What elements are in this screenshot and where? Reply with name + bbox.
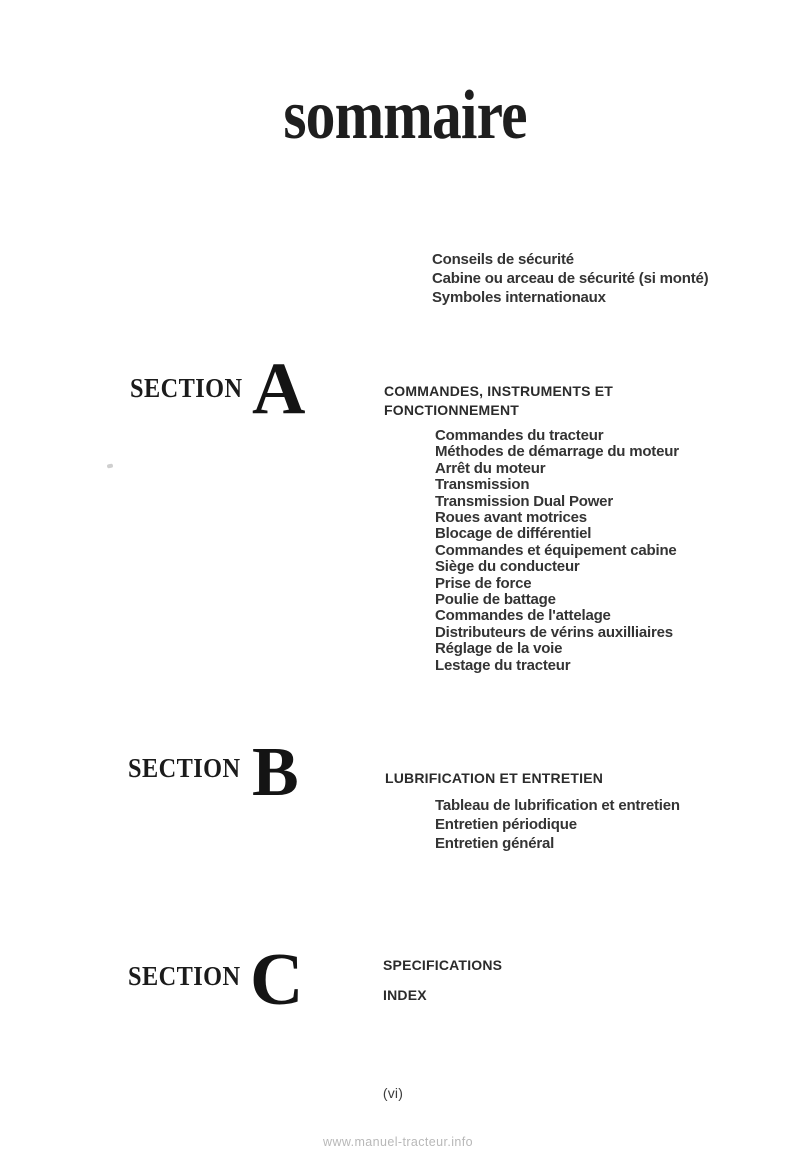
section-b-label: SECTION — [128, 753, 241, 783]
toc-item: Cabine ou arceau de sécurité (si monté) — [432, 270, 709, 287]
toc-item: Poulie de battage — [435, 591, 556, 609]
section-c-heading-specifications: SPECIFICATIONS — [383, 957, 503, 973]
section-a-heading-line2: FONCTIONNEMENT — [384, 401, 520, 418]
page-number: (vi) — [382, 1085, 404, 1101]
toc-item: Conseils de sécurité — [432, 251, 574, 268]
toc-item: Réglage de la voie — [435, 640, 563, 658]
page-title: sommaire — [283, 77, 527, 154]
toc-item: Blocage de différentiel — [435, 525, 592, 543]
toc-item: Tableau de lubrification et entretien — [435, 797, 680, 814]
toc-item: Commandes et équipement cabine — [435, 541, 677, 559]
section-c-heading-index: INDEX — [383, 987, 427, 1003]
toc-item: Prise de force — [435, 574, 532, 592]
toc-item: Roues avant motrices — [435, 509, 587, 527]
toc-item: Commandes de l'attelage — [435, 607, 611, 625]
toc-item: Arrêt du moteur — [435, 459, 546, 477]
intro-item-list — [432, 250, 708, 307]
scan-speck — [107, 464, 114, 469]
toc-item: Distributeurs de vérins auxilliaires — [435, 623, 673, 641]
section-a-heading-line1: COMMANDES, INSTRUMENTS ET — [384, 383, 613, 399]
section-c-letter: C — [250, 939, 304, 1021]
toc-item: Entretien périodique — [435, 816, 577, 833]
toc-item: Commandes du tracteur — [435, 427, 604, 444]
section-a-letter: A — [252, 348, 306, 430]
section-a-heading — [384, 382, 613, 419]
toc-item: Transmission Dual Power — [435, 492, 613, 510]
toc-item: Siège du conducteur — [435, 558, 580, 576]
toc-item: Entretien général — [435, 835, 555, 852]
toc-item: Transmission — [435, 476, 530, 494]
toc-item: Méthodes de démarrage du moteur — [435, 443, 679, 461]
section-c-label: SECTION — [128, 961, 241, 991]
section-a-item-list — [435, 428, 679, 674]
toc-item: Lestage du tracteur — [435, 656, 571, 674]
section-b-heading: LUBRIFICATION ET ENTRETIEN — [385, 770, 604, 786]
section-b-item-list — [435, 796, 680, 853]
watermark-text: www.manuel-tracteur.info — [323, 1135, 473, 1149]
section-b-letter: B — [252, 734, 299, 811]
section-a-label: SECTION — [130, 373, 243, 403]
toc-item: Symboles internationaux — [432, 289, 606, 306]
